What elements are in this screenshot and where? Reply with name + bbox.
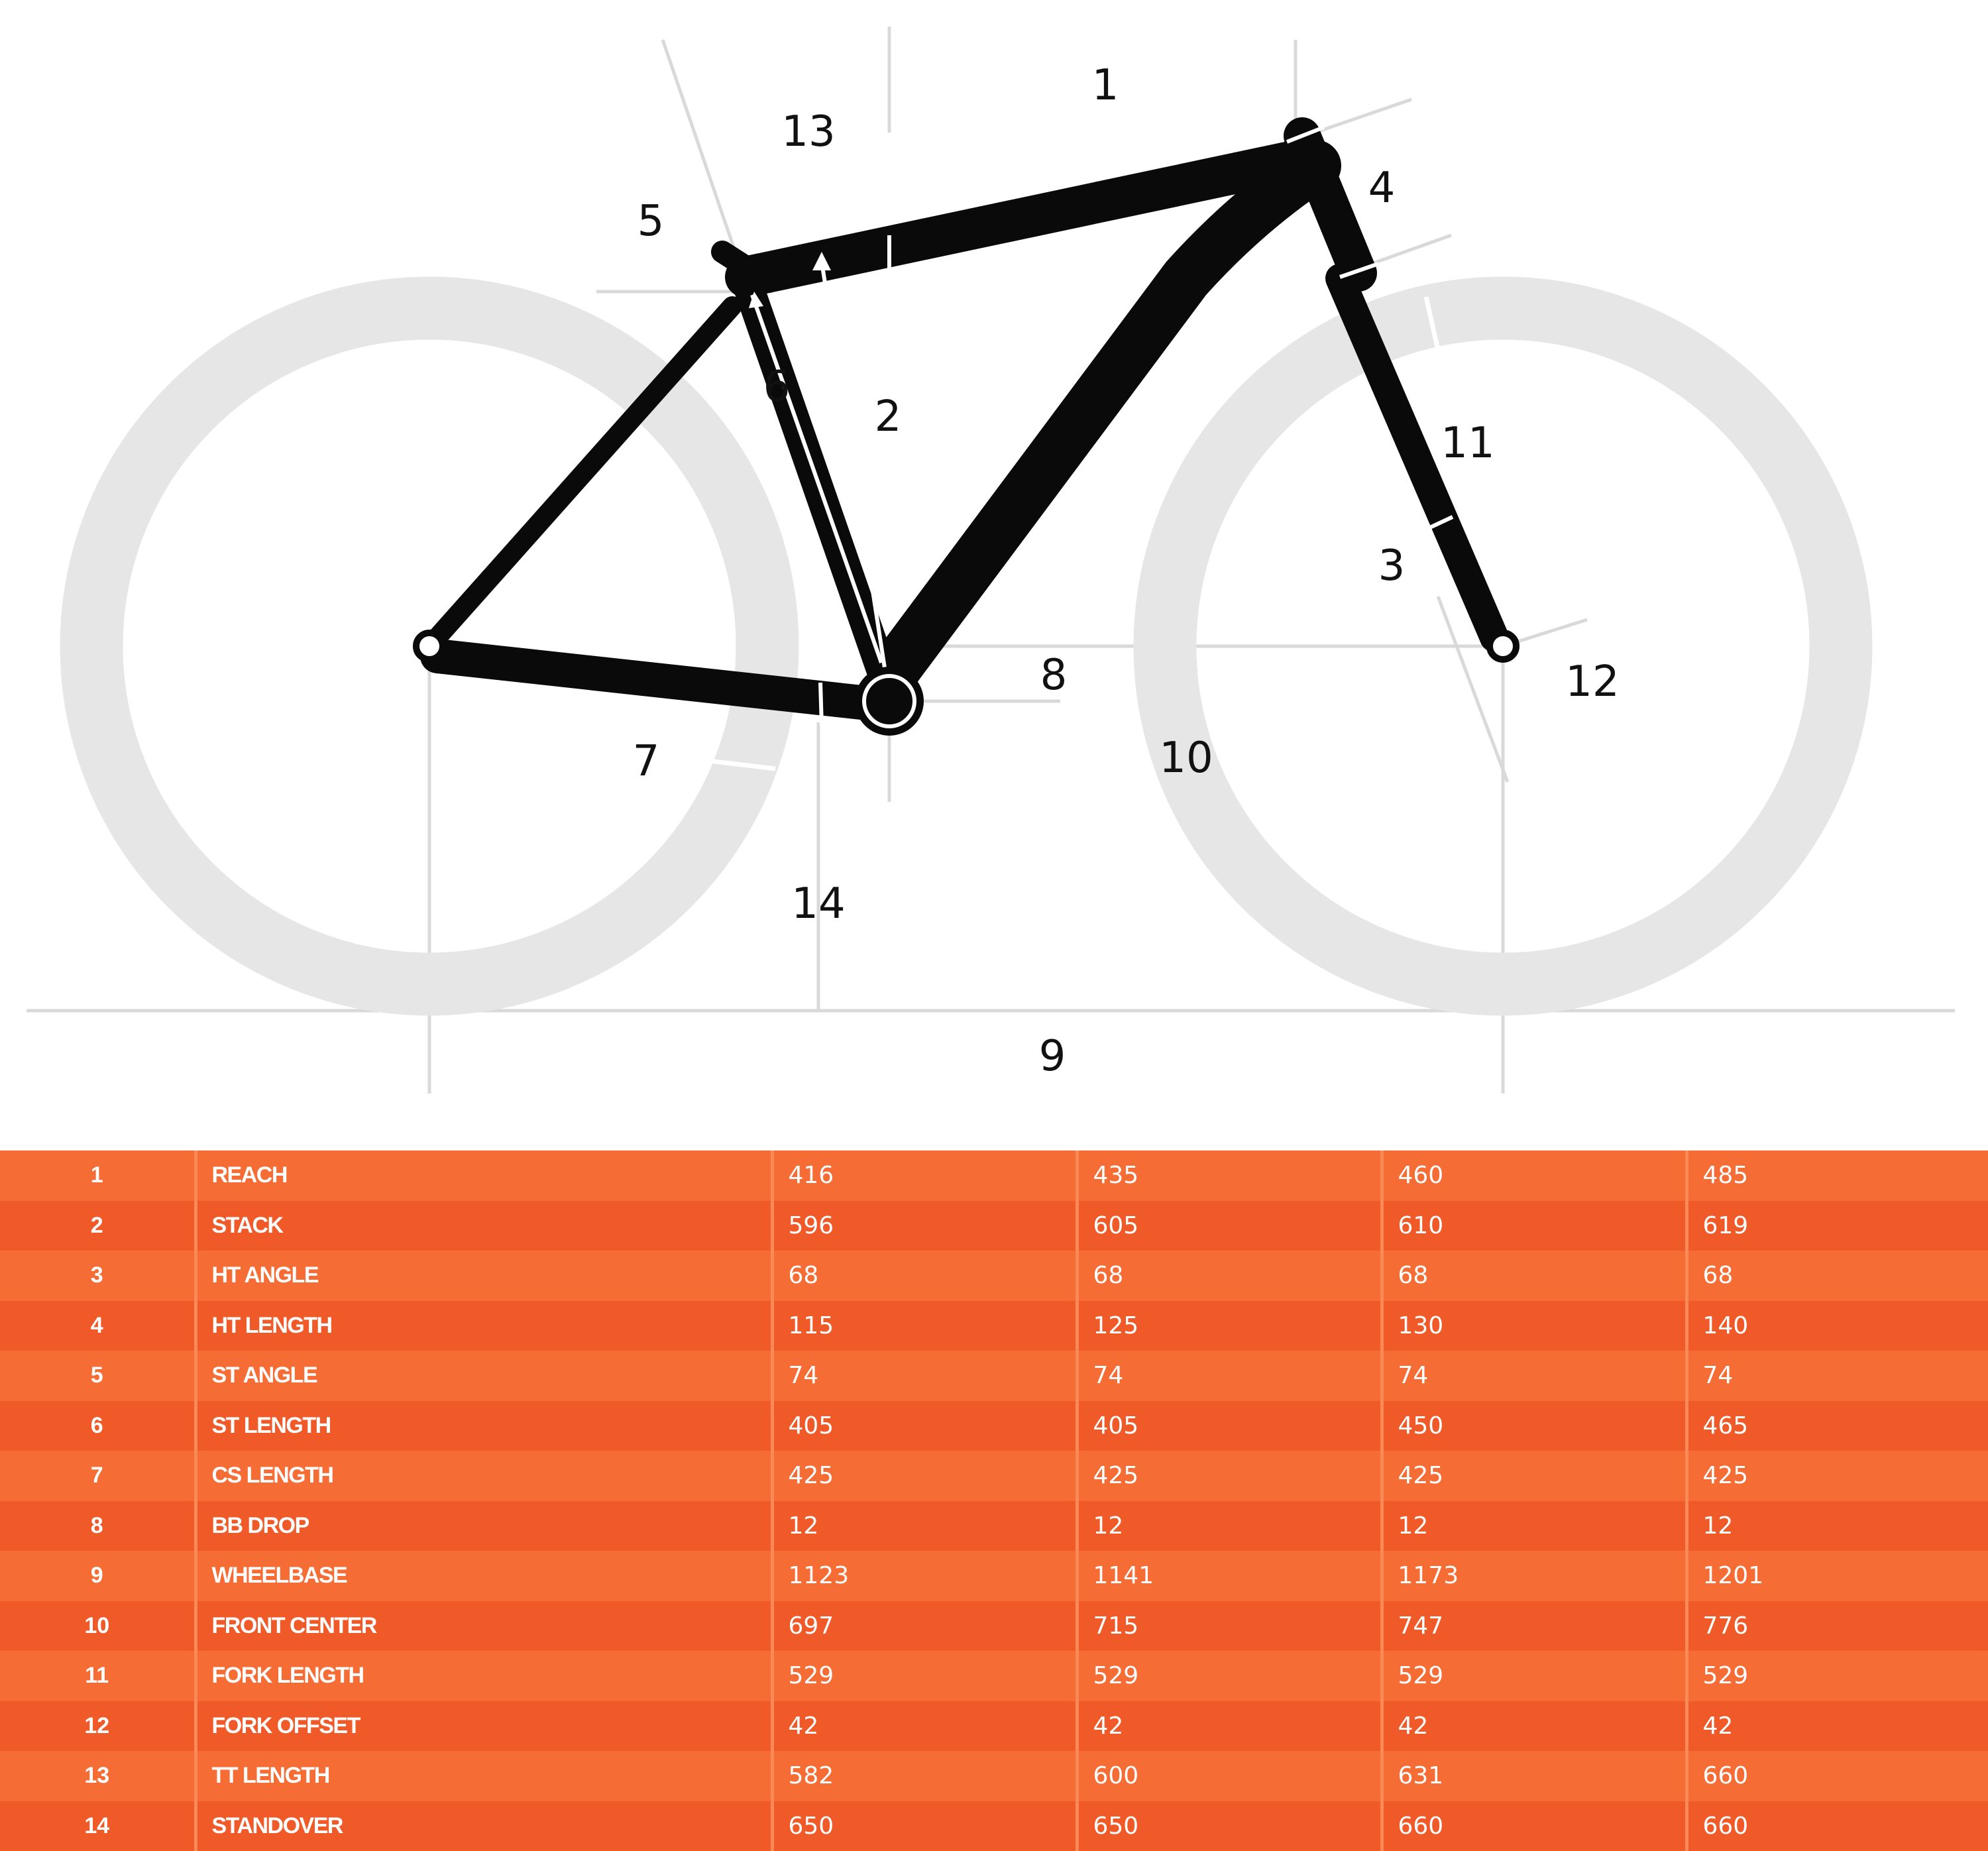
size-value: 529 [1686, 1651, 1988, 1701]
measurement-label: STANDOVER [195, 1801, 772, 1851]
size-value: 12 [772, 1501, 1077, 1551]
callout-8: 8 [1040, 651, 1068, 700]
callout-13: 13 [781, 107, 836, 156]
size-value: 631 [1382, 1751, 1686, 1801]
head-tube [1302, 136, 1358, 273]
measurement-label: REACH [195, 1150, 772, 1201]
size-value: 12 [1077, 1501, 1382, 1551]
measurement-label: HT ANGLE [195, 1251, 772, 1301]
size-value: 660 [1686, 1751, 1988, 1801]
table-row [0, 1251, 1988, 1301]
row-number: 13 [0, 1751, 195, 1801]
size-value: 425 [1077, 1451, 1382, 1501]
measurement-label: FORK LENGTH [195, 1651, 772, 1701]
table-row [0, 1601, 1988, 1652]
row-number: 14 [0, 1801, 195, 1851]
callout-9: 9 [1038, 1032, 1066, 1081]
row-number: 6 [0, 1401, 195, 1451]
size-value: 12 [1382, 1501, 1686, 1551]
size-value: 140 [1686, 1301, 1988, 1351]
table-row [0, 1351, 1988, 1401]
row-number: 12 [0, 1701, 195, 1752]
size-value: 1123 [772, 1551, 1077, 1601]
row-number: 5 [0, 1351, 195, 1401]
size-value: 697 [772, 1601, 1077, 1652]
size-value: 74 [1382, 1351, 1686, 1401]
size-value: 1201 [1686, 1551, 1988, 1601]
measurement-label: STACK [195, 1201, 772, 1251]
callout-1: 1 [1091, 61, 1119, 110]
table-row [0, 1301, 1988, 1351]
size-value: 42 [1077, 1701, 1382, 1752]
size-value: 1173 [1382, 1551, 1686, 1601]
row-number: 3 [0, 1251, 195, 1301]
size-value: 425 [1686, 1451, 1988, 1501]
size-value: 650 [1077, 1801, 1382, 1851]
size-value: 425 [1382, 1451, 1686, 1501]
size-value: 776 [1686, 1601, 1988, 1652]
size-value: 485 [1686, 1150, 1988, 1201]
chainstay-break [820, 683, 822, 726]
row-number: 9 [0, 1551, 195, 1601]
callout-14: 14 [791, 879, 846, 928]
row-number: 10 [0, 1601, 195, 1652]
measurement-label: TT LENGTH [195, 1751, 772, 1801]
size-value: 125 [1077, 1301, 1382, 1351]
table-row [0, 1150, 1988, 1201]
callout-3: 3 [1378, 541, 1406, 590]
size-value: 529 [1382, 1651, 1686, 1701]
size-value: 42 [1382, 1701, 1686, 1752]
size-value: 650 [772, 1801, 1077, 1851]
rear-axle [416, 633, 443, 659]
size-value: 596 [772, 1201, 1077, 1251]
row-number: 8 [0, 1501, 195, 1551]
table-row [0, 1451, 1988, 1501]
size-value: 529 [772, 1651, 1077, 1701]
table-row [0, 1501, 1988, 1551]
front-axle [1490, 633, 1516, 659]
size-value: 460 [1382, 1150, 1686, 1201]
size-value: 416 [772, 1150, 1077, 1201]
size-value: 425 [772, 1451, 1077, 1501]
table-row [0, 1651, 1988, 1701]
row-number: 7 [0, 1451, 195, 1501]
size-value: 68 [1382, 1251, 1686, 1301]
table-row [0, 1551, 1988, 1601]
frame [429, 136, 1494, 702]
size-value: 130 [1382, 1301, 1686, 1351]
size-value: 12 [1686, 1501, 1988, 1551]
measurement-label: ST LENGTH [195, 1401, 772, 1451]
size-value: 42 [1686, 1701, 1988, 1752]
geometry-table [0, 1150, 1988, 1851]
callout-12: 12 [1565, 657, 1620, 706]
size-value: 605 [1077, 1201, 1382, 1251]
geometry-table-body [0, 1150, 1988, 1851]
size-value: 465 [1686, 1401, 1988, 1451]
callout-5: 5 [637, 197, 665, 246]
size-value: 610 [1382, 1201, 1686, 1251]
size-value: 115 [772, 1301, 1077, 1351]
callout-10: 10 [1159, 734, 1213, 783]
measurement-label: ST ANGLE [195, 1351, 772, 1401]
row-number: 11 [0, 1651, 195, 1701]
size-value: 619 [1686, 1201, 1988, 1251]
measurement-label: CS LENGTH [195, 1451, 772, 1501]
size-value: 68 [1077, 1251, 1382, 1301]
size-value: 660 [1382, 1801, 1686, 1851]
measurement-label: HT LENGTH [195, 1301, 772, 1351]
size-value: 405 [1077, 1401, 1382, 1451]
size-value: 435 [1077, 1150, 1382, 1201]
size-value: 582 [772, 1751, 1077, 1801]
callout-4: 4 [1368, 164, 1396, 213]
table-row [0, 1751, 1988, 1801]
measurement-label: BB DROP [195, 1501, 772, 1551]
measurement-label: FORK OFFSET [195, 1701, 772, 1752]
size-value: 529 [1077, 1651, 1382, 1701]
size-value: 42 [772, 1701, 1077, 1752]
callout-7: 7 [632, 737, 660, 786]
size-value: 1141 [1077, 1551, 1382, 1601]
measurement-label: FRONT CENTER [195, 1601, 772, 1652]
size-value: 600 [1077, 1751, 1382, 1801]
callout-6: 6 [763, 363, 791, 412]
table-row [0, 1401, 1988, 1451]
table-row [0, 1701, 1988, 1752]
size-value: 74 [1077, 1351, 1382, 1401]
size-value: 68 [772, 1251, 1077, 1301]
measurement-label: WHEELBASE [195, 1551, 772, 1601]
row-number: 2 [0, 1201, 195, 1251]
bottom-bracket [855, 667, 924, 736]
size-value: 74 [772, 1351, 1077, 1401]
size-value: 450 [1382, 1401, 1686, 1451]
size-value: 715 [1077, 1601, 1382, 1652]
callout-11: 11 [1441, 419, 1495, 468]
size-value: 660 [1686, 1801, 1988, 1851]
row-number: 1 [0, 1150, 195, 1201]
table-row [0, 1801, 1988, 1851]
callout-2: 2 [874, 392, 902, 441]
size-value: 747 [1382, 1601, 1686, 1652]
size-value: 68 [1686, 1251, 1988, 1301]
row-number: 4 [0, 1301, 195, 1351]
size-value: 405 [772, 1401, 1077, 1451]
table-row [0, 1201, 1988, 1251]
size-value: 74 [1686, 1351, 1988, 1401]
